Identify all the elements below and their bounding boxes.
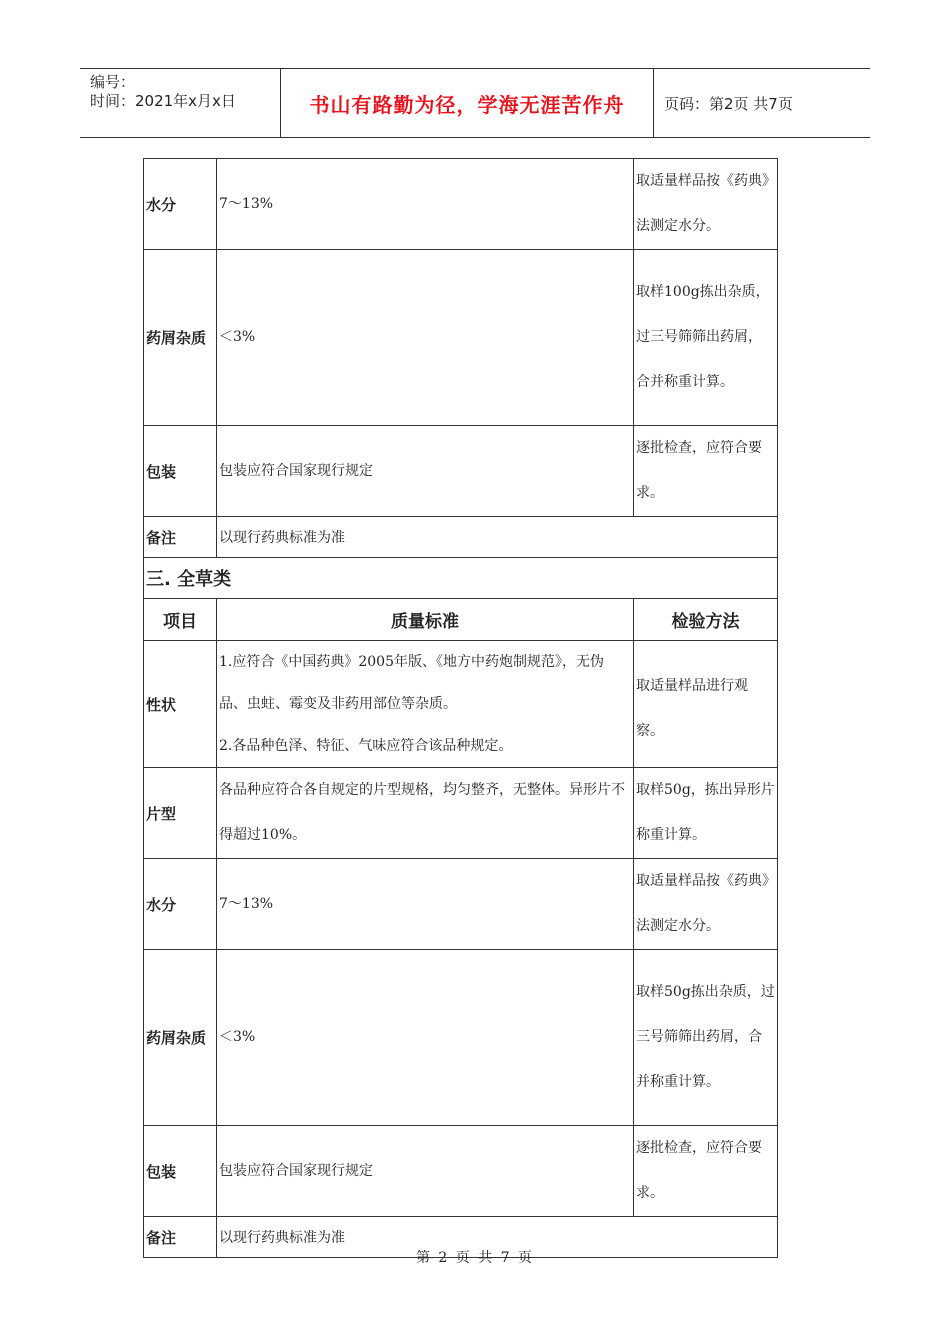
table-row (144, 950, 778, 1126)
row-standard: 7～13% (217, 159, 634, 250)
table-row (144, 426, 778, 517)
col-header-standard: 质量标准 (217, 599, 634, 641)
row-standard: 包装应符合国家现行规定 (217, 426, 634, 517)
header-meta (80, 69, 281, 137)
row-label: 备注 (144, 1217, 217, 1258)
row-label: 备注 (144, 517, 217, 558)
quality-standard-table (143, 158, 778, 1258)
row-label: 包装 (144, 1126, 217, 1217)
number-label: 编号： (90, 73, 136, 91)
table-row (144, 859, 778, 950)
section-title: 三. 全草类 (144, 558, 778, 599)
table-row (144, 1126, 778, 1217)
row-standard: 包装应符合国家现行规定 (217, 1126, 634, 1217)
row-method: 取适量样品按《药典》法测定水分。 (634, 859, 778, 950)
row-standard: 以现行药典标准为准 (217, 517, 778, 558)
header-motto: 书山有路勤为径，学海无涯苦作舟 (281, 69, 654, 137)
row-method: 取适量样品进行观察。 (634, 641, 778, 768)
table-row (144, 517, 778, 558)
row-label: 水分 (144, 159, 217, 250)
row-standard: ＜3% (217, 950, 634, 1126)
standard-line: 2.各品种色泽、特征、气味应符合该品种规定。 (219, 738, 513, 754)
row-standard: 7～13% (217, 859, 634, 950)
row-method: 逐批检查，应符合要求。 (634, 1126, 778, 1217)
row-standard (217, 641, 634, 768)
col-header-item: 项目 (144, 599, 217, 641)
row-label: 水分 (144, 859, 217, 950)
standard-line: 1.应符合《中国药典》2005年版、《地方中药炮制规范》，无伪品、虫蛀、霉变及非药用部位等杂质。 (219, 654, 604, 712)
row-method: 取样50g，拣出异形片称重计算。 (634, 768, 778, 859)
table-row (144, 250, 778, 426)
table-row (144, 159, 778, 250)
page-header (80, 68, 870, 138)
table-row (144, 641, 778, 768)
row-method: 逐批检查，应符合要求。 (634, 426, 778, 517)
row-standard: 各品种应符合各自规定的片型规格，均匀整齐，无整体。异形片不得超过10%。 (217, 768, 634, 859)
row-method: 取样100g拣出杂质，过三号筛筛出药屑，合并称重计算。 (634, 250, 778, 426)
row-label: 性状 (144, 641, 217, 768)
row-standard: 以现行药典标准为准 (217, 1217, 778, 1258)
date-line: 时间：2021年x月x日 (90, 92, 236, 110)
row-label: 片型 (144, 768, 217, 859)
row-standard: ＜3% (217, 250, 634, 426)
header-page-label: 页码：第2页 共7页 (664, 94, 793, 113)
page-footer: 第 2 页 共 7 页 (415, 1250, 535, 1266)
table-row (144, 768, 778, 859)
row-label: 包装 (144, 426, 217, 517)
col-header-method: 检验方法 (634, 599, 778, 641)
row-method: 取适量样品按《药典》法测定水分。 (634, 159, 778, 250)
column-header-row (144, 599, 778, 641)
row-method: 取样50g拣出杂质，过三号筛筛出药屑，合并称重计算。 (634, 950, 778, 1126)
section-row (144, 558, 778, 599)
row-label: 药屑杂质 (144, 250, 217, 426)
row-label: 药屑杂质 (144, 950, 217, 1126)
